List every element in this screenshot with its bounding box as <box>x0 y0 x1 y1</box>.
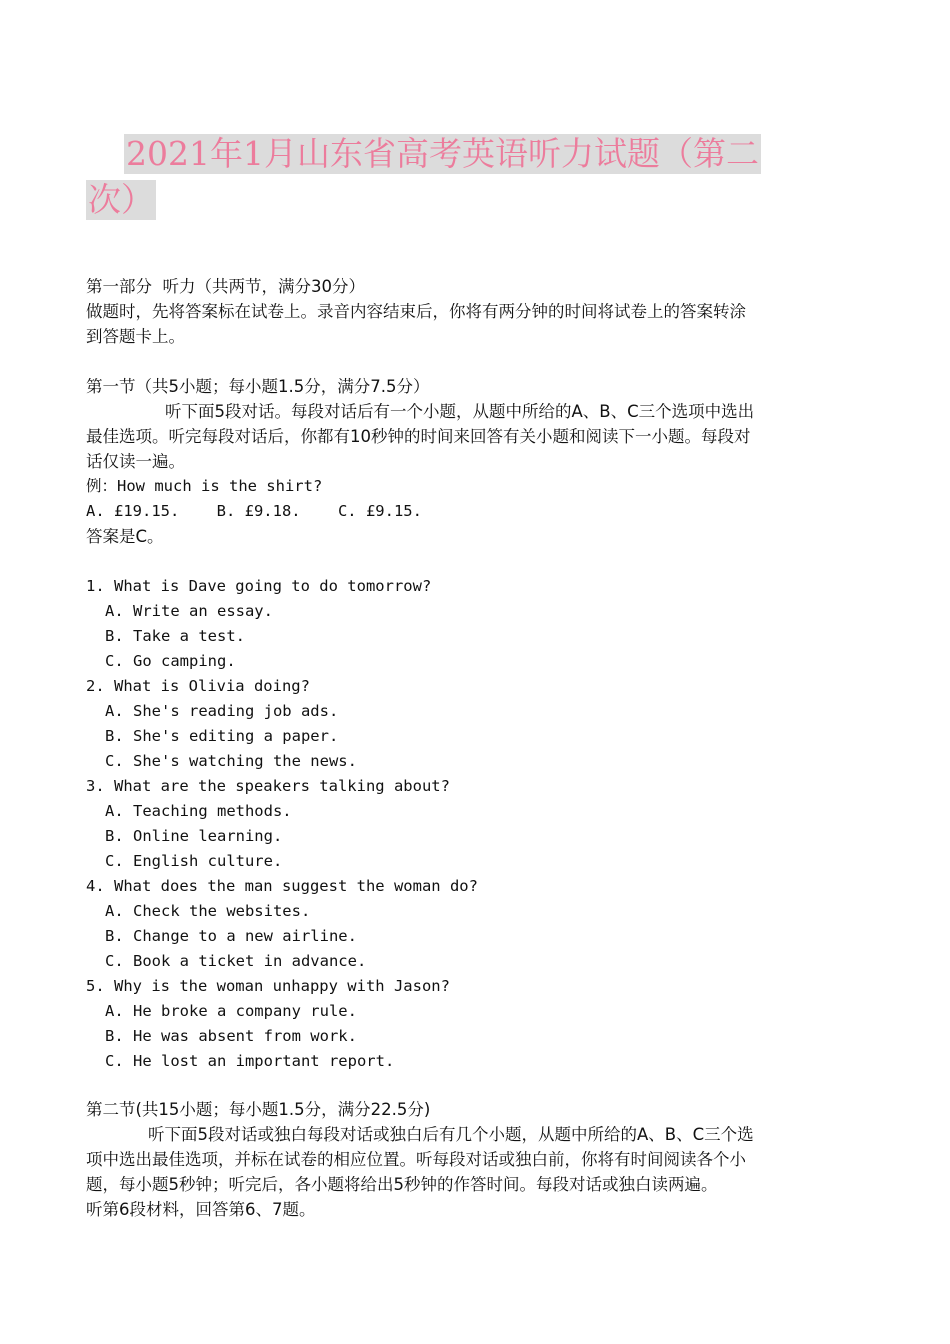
question-3: 3. What are the speakers talking about? <box>86 777 450 795</box>
question-2-option-c: C. She's watching the news. <box>105 752 357 770</box>
question-3-option-c: C. English culture. <box>105 852 283 870</box>
question-2-option-b: B. She's editing a paper. <box>105 727 339 745</box>
question-1-option-c: C. Go camping. <box>105 652 236 670</box>
question-1-option-b: B. Take a test. <box>105 627 245 645</box>
document-title-line-2: 次） <box>88 180 154 219</box>
section2-instructions-line-1: 听下面5段对话或独白每段对话或独白后有几个小题，从题中所给的A、B、C三个选 <box>148 1125 754 1144</box>
part1-instructions-line-2: 到答题卡上。 <box>86 327 185 346</box>
section2-heading: 第二节(共15小题；每小题1.5分，满分22.5分) <box>86 1100 431 1119</box>
part1-instructions-line-1: 做题时，先将答案标在试卷上。录音内容结束后，你将有两分钟的时间将试卷上的答案转涂 <box>86 302 746 321</box>
question-5-option-c: C. He lost an important report. <box>105 1052 395 1070</box>
example-options: A. £19.15. B. £9.18. C. £9.15. <box>86 502 422 520</box>
question-3-option-b: B. Online learning. <box>105 827 283 845</box>
section2-instructions-line-2: 项中选出最佳选项，并标在试卷的相应位置。听每段对话或独白前，你将有时间阅读各个小 <box>86 1150 746 1169</box>
question-4-option-a: A. Check the websites. <box>105 902 311 920</box>
question-4-option-c: C. Book a ticket in advance. <box>105 952 367 970</box>
section1-heading: 第一节（共5小题；每小题1.5分，满分7.5分） <box>86 377 430 396</box>
part1-heading: 第一部分 听力（共两节，满分30分） <box>86 277 365 296</box>
question-1: 1. What is Dave going to do tomorrow? <box>86 577 432 595</box>
section2-instructions-line-3: 题，每小题5秒钟；听完后，各小题将给出5秒钟的作答时间。每段对话或独白读两遍。 <box>86 1175 718 1194</box>
section1-instructions-line-3: 话仅读一遍。 <box>86 452 185 471</box>
question-5-option-b: B. He was absent from work. <box>105 1027 357 1045</box>
section1-instructions-line-1: 听下面5段对话。每段对话后有一个小题，从题中所给的A、B、C三个选项中选出 <box>165 402 755 421</box>
question-2-option-a: A. She's reading job ads. <box>105 702 339 720</box>
question-4-option-b: B. Change to a new airline. <box>105 927 357 945</box>
section1-instructions-line-2: 最佳选项。听完每段对话后，你都有10秒钟的时间来回答有关小题和阅读下一小题。每段对 <box>86 427 751 446</box>
question-2: 2. What is Olivia doing? <box>86 677 310 695</box>
question-5-option-a: A. He broke a company rule. <box>105 1002 357 1020</box>
question-3-option-a: A. Teaching methods. <box>105 802 292 820</box>
question-5: 5. Why is the woman unhappy with Jason? <box>86 977 450 995</box>
question-1-option-a: A. Write an essay. <box>105 602 273 620</box>
example-answer: 答案是C。 <box>86 527 164 546</box>
question-4: 4. What does the man suggest the woman do? <box>86 877 478 895</box>
example-question: 例：How much is the shirt? <box>86 477 323 495</box>
document-title-line-1: 2021年1月山东省高考英语听力试题（第二 <box>126 134 759 173</box>
material-note: 听第6段材料，回答第6、7题。 <box>86 1200 316 1219</box>
